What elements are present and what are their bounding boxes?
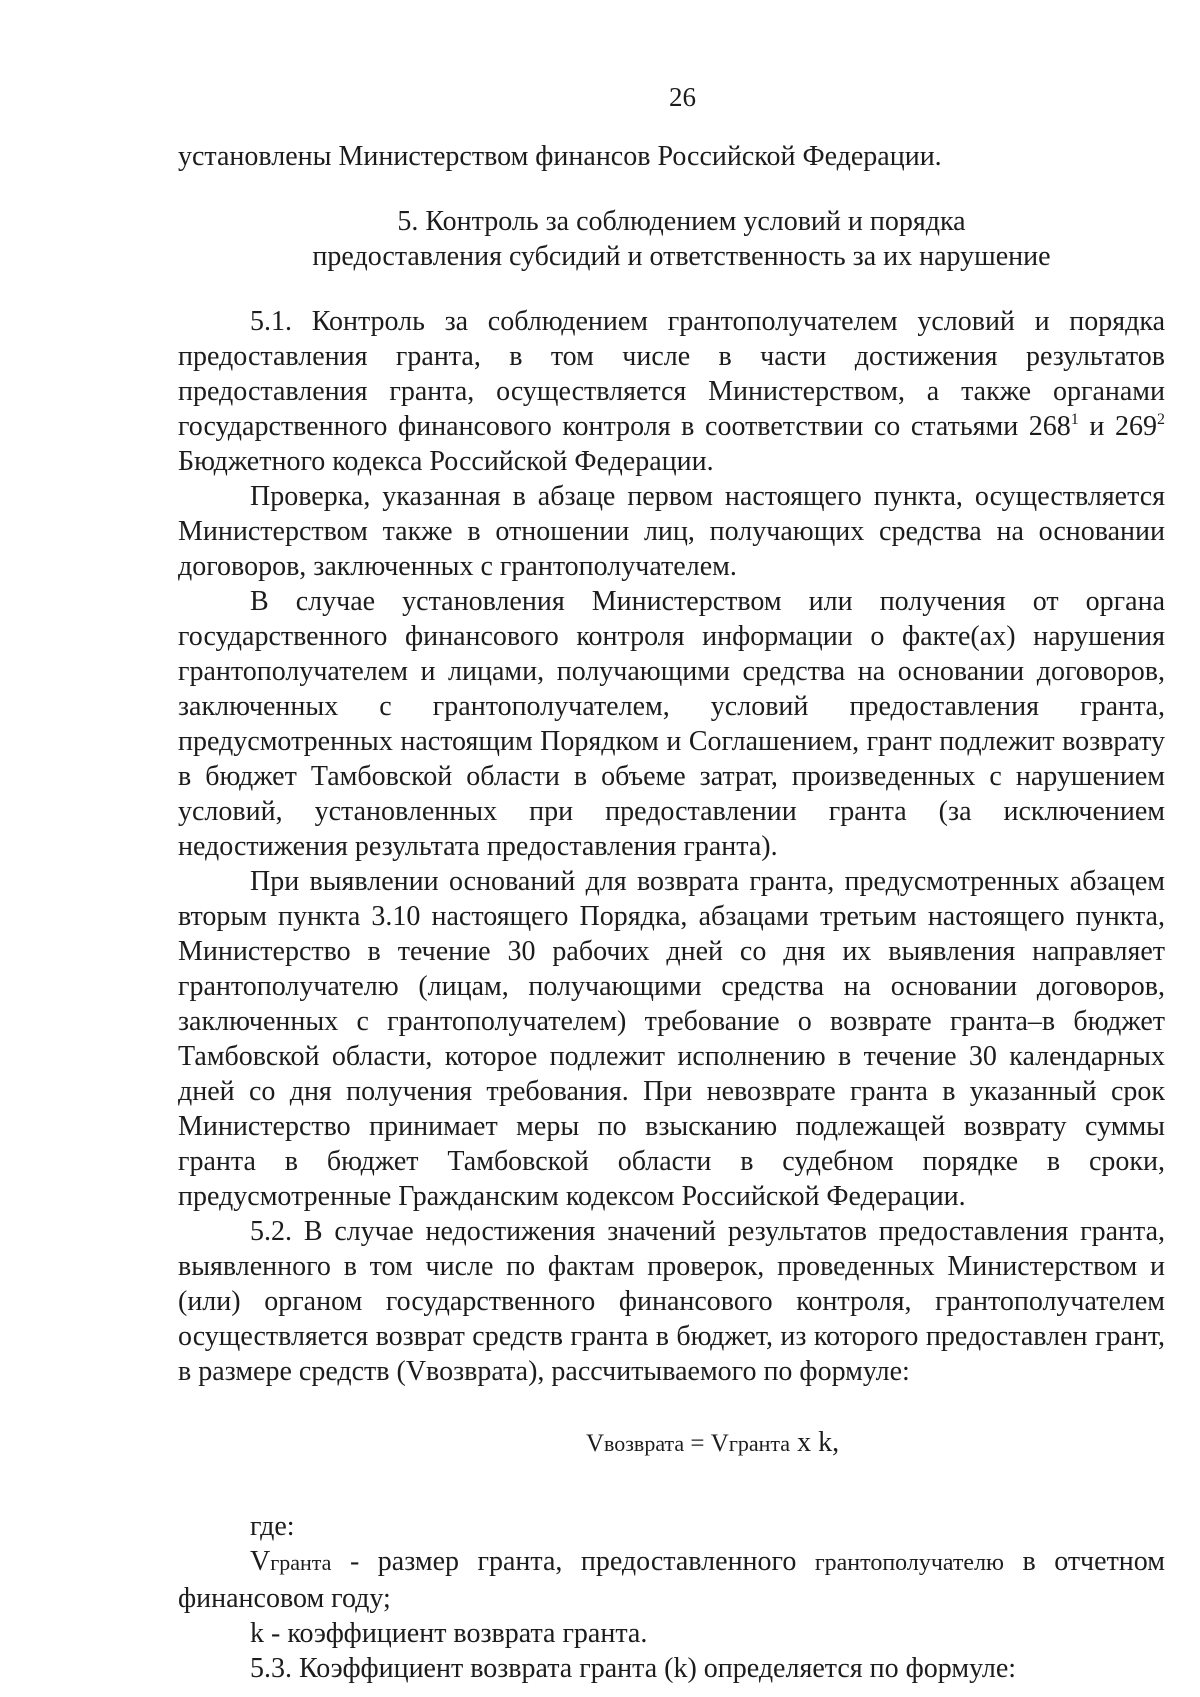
definition-v-grant <box>178 1544 1165 1616</box>
def-v-small: грантополучателю <box>814 1550 1004 1576</box>
paragraph-violation-case: В случае установления Министерством или получения от органа государственного финансового контроля информации о факте(ах) нарушения грантополучателем и лицами, получающими средства на основании договоров, заключенных с грантополучателем, условий предоставления гранта, предусмотренных настоящим Порядком и Соглашением, грант подлежит возврату в бюджет Тамбовской области в объеме затрат, произведенных с нарушением условий, установленных при предоставлении гранта (за исключением недостижения результата предоставления гранта). <box>178 586 1165 862</box>
return-formula <box>178 1425 1165 1461</box>
formula-v1: V <box>585 1430 604 1457</box>
formula-sub-grant: гранта <box>728 1431 791 1456</box>
formula-sub-return: возврата <box>604 1431 685 1456</box>
paragraph-check: Проверка, указанная в абзаце первом настоящего пункта, осуществляется Министерством также в отношении лиц, получающих средства на основании договоров, заключенных с грантополучателем. <box>178 481 1165 582</box>
definition-k: k - коэффициент возврата гранта. <box>250 1618 648 1649</box>
document-body <box>178 139 1165 1686</box>
paragraph-5-1-text-b: и 269 <box>1078 411 1158 442</box>
def-v-text-a: - размер гранта, предоставленного <box>331 1546 815 1577</box>
section-title-line-2: предоставления субсидий и ответственность за их нарушение <box>312 241 1051 272</box>
paragraph-5-1-text-a: 5.1. Контроль за соблюдением грантополучателем условий и порядка предоставления гранта, в том числе в части достижения результатов предоставления гранта, осуществляется Министерством, а также органами государственного финансового контроля в соответствии со статьями 268 <box>178 306 1165 442</box>
paragraph-5-3: 5.3. Коэффициент возврата гранта (k) определяется по формуле: <box>250 1653 1017 1684</box>
def-v-text-b: в отчетном финансовом году; <box>178 1546 1165 1614</box>
section-title-line-1: 5. Контроль за соблюдением условий и порядка <box>397 206 966 237</box>
paragraph-5-2: 5.2. В случае недостижения значений результатов предоставления гранта, выявленного в том числе по фактам проверок, проведенных Министерством и (или) органом государственного финансового контроля, грантополучателем осуществляется возврат средств гранта в бюджет, из которого предоставлен грант, в размере средств (Vвозврата), рассчитываемого по формуле: <box>178 1216 1165 1387</box>
intro-paragraph: установлены Министерством финансов Российской Федерации. <box>178 141 942 172</box>
formula-v2: V <box>710 1430 729 1457</box>
page-number: 26 <box>669 82 696 112</box>
formula-rest: x k, <box>790 1427 840 1458</box>
formula-equals: = <box>684 1430 711 1457</box>
superscript-2: 2 <box>1157 410 1166 428</box>
paragraph-5-1 <box>178 304 1165 479</box>
def-v: V <box>250 1546 271 1577</box>
paragraph-return-grounds: При выявлении оснований для возврата гранта, предусмотренных абзацем вторым пункта 3.10 настоящего Порядка, абзацами третьим настоящего пункта, Министерство в течение 30 рабочих дней со дня их выявления направляет грантополучателю (лицам, получающими средства на основании договоров, заключенных с грантополучателем) требование о возврате гранта–в бюджет Тамбовской области, которое подлежит исполнению в течение 30 календарных дней со дня получения требования. При невозврате гранта в указанный срок Министерство принимает меры по взысканию подлежащей возврату суммы гранта в бюджет Тамбовской области в судебном порядке в сроки, предусмотренные Гражданским кодексом Российской Федерации. <box>178 866 1165 1212</box>
section-title <box>178 204 1165 274</box>
paragraph-5-1-text-c: Бюджетного кодекса Российской Федерации. <box>178 446 714 477</box>
def-v-sub: гранта <box>270 1550 332 1575</box>
superscript-1: 1 <box>1070 410 1079 428</box>
where-label: где: <box>250 1511 295 1542</box>
